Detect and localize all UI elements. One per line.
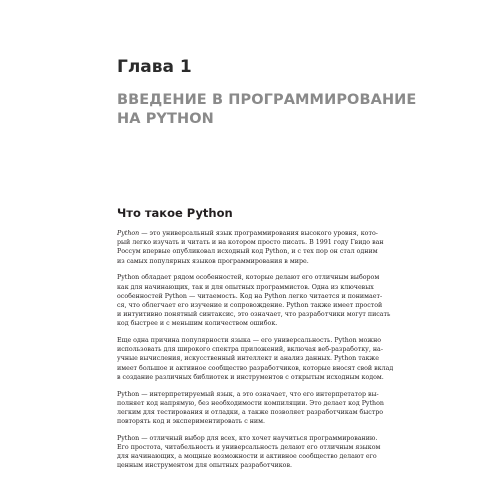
text-line: полняет код напрямую, без необходимости компиляции. Это делает код Python	[117, 399, 384, 407]
text-line: использовать для широкого спектра приложений, включая веб-разработку, на-	[117, 346, 383, 354]
text-line: Россум впервые опубликовал исходный код Python, и с тех пор он стал одним	[117, 248, 378, 256]
paragraph-3	[117, 336, 394, 382]
chapter-title-line: ВВЕДЕНИЕ В ПРОГРАММИРОВАНИЕ	[117, 92, 417, 108]
text-line: имеет большое и активное сообщество разработчиков, которые вносят свой вклад	[117, 364, 394, 372]
text-line: для начинающих, а мощные возможности и активное сообщество делают его	[117, 453, 377, 461]
paragraph-5	[117, 434, 385, 471]
text-line: и интуитивно понятный синтаксис, это означает, что разработчики могут писать	[117, 311, 391, 319]
text-line: Python обладает рядом особенностей, которые делают его отличным выбором	[117, 274, 380, 282]
text-line: Python — это универсальный язык программирования высокого уровня, кото-	[117, 230, 378, 237]
paragraph-1	[117, 229, 385, 266]
body-text	[117, 229, 394, 478]
text-line: код быстрее и с меньшим количеством ошибок.	[117, 320, 278, 328]
paragraph-2	[117, 273, 391, 328]
chapter-label: Глава 1	[117, 57, 192, 77]
text-line: Python — интерпретируемый язык, а это означает, что его интерпретатор вы-	[117, 390, 379, 398]
text-line: Еще одна причина популярности языка — его универсальность. Python можно	[117, 337, 382, 345]
text-line: из самых популярных языков программирования в мире.	[117, 257, 309, 265]
chapter-title-line: НА PYTHON	[117, 111, 214, 127]
text-line: как для начинающих, так и для опытных программистов. Одна из ключевых	[117, 283, 374, 291]
text-line: повторять код и экспериментировать с ним.	[117, 418, 266, 426]
text-line: легким для тестирования и отладки, а также позволяет разработчикам быстро	[117, 408, 384, 416]
text-line: ся, что облегчает его изучение и сопровождение. Python также имеет простой	[117, 301, 383, 309]
chapter-title	[117, 91, 416, 129]
paragraph-4	[117, 390, 385, 427]
text-line: рый легко изучать и читать и на котором просто писать. В 1991 году Гвидо ван	[117, 239, 384, 247]
text-line: в создание различных библиотек и инструментов с открытым исходным кодом.	[117, 373, 384, 381]
python-italic: Python	[117, 230, 140, 237]
section-heading: Что такое Python	[117, 206, 233, 220]
text-line: ценным инструментом для опытных разработчиков.	[117, 462, 293, 470]
text-line: учные вычисления, искусственный интеллект и анализ данных. Python также	[117, 355, 379, 363]
text-line: Python — отличный выбор для всех, кто хочет научиться программированию.	[117, 434, 378, 442]
text-line: особенностей Python — читаемость. Код на Python легко читается и понимает-	[117, 292, 383, 300]
text-line: Его простота, читабельность и универсальность делают его отличным языком	[117, 444, 381, 452]
